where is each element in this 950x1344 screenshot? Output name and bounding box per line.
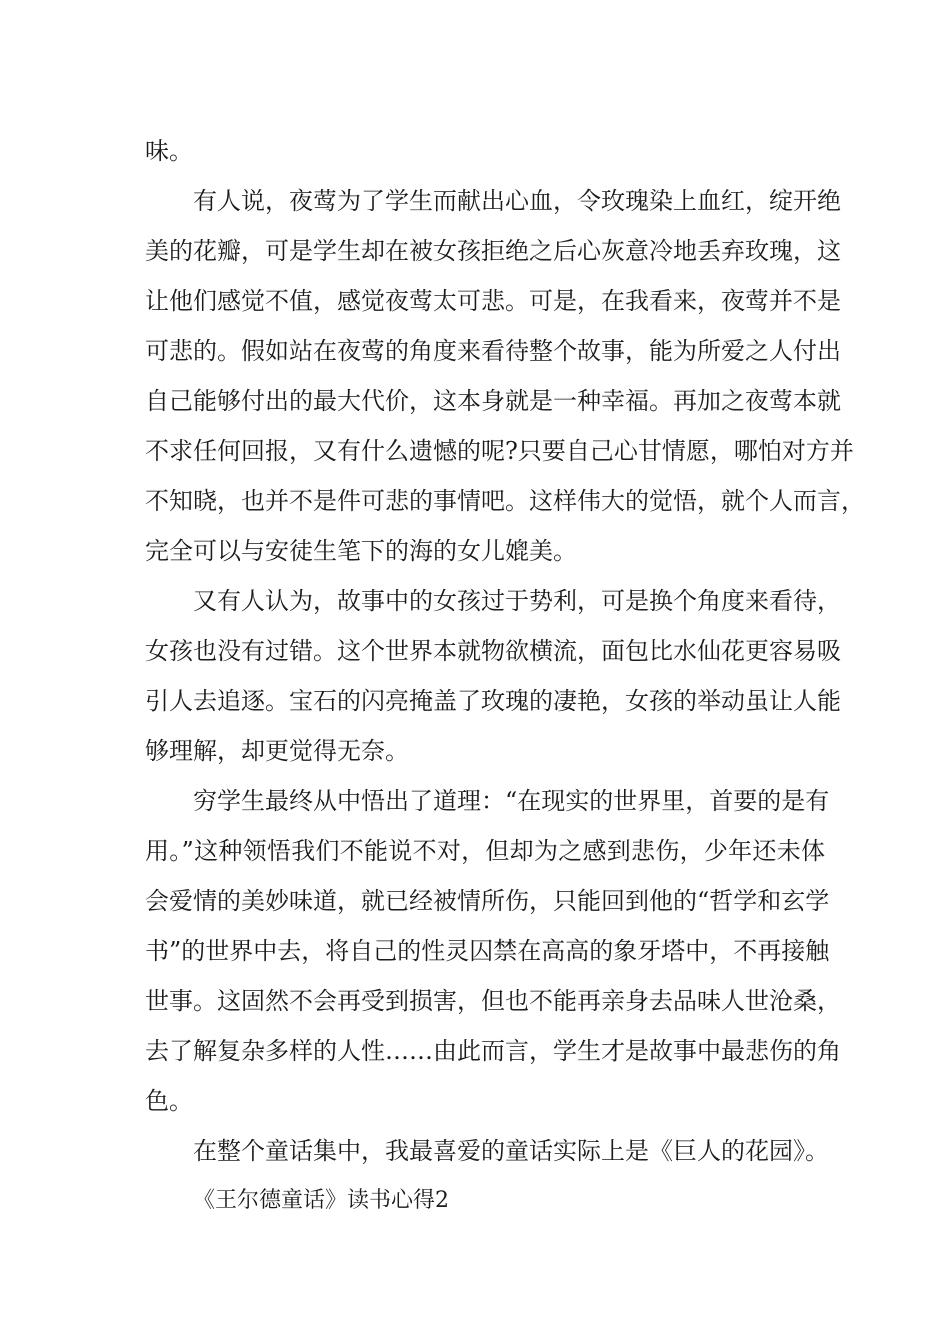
paragraph-line: 完全可以与安徒生笔下的海的女儿媲美。 bbox=[145, 537, 577, 565]
paragraph-line: 色。 bbox=[145, 1087, 193, 1115]
paragraph-line: 书”的世界中去，将自己的性灵囚禁在高高的象牙塔中，不再接触 bbox=[145, 937, 830, 965]
paragraph-line: 引人去追逐。宝石的闪亮掩盖了玫瑰的凄艳，女孩的举动虽让人能 bbox=[145, 687, 841, 715]
paragraph-line: 美的花瓣，可是学生却在被女孩拒绝之后心灰意冷地丢弃玫瑰，这 bbox=[145, 237, 841, 265]
paragraph-line: 让他们感觉不值，感觉夜莺太可悲。可是，在我看来，夜莺并不是 bbox=[145, 287, 841, 315]
paragraph-line: 自己能够付出的最大代价，这本身就是一种幸福。再加之夜莺本就 bbox=[145, 387, 841, 415]
paragraph-line: 去了解复杂多样的人性……由此而言，学生才是故事中最悲伤的角 bbox=[145, 1037, 841, 1065]
paragraph-line: 味。 bbox=[145, 137, 193, 165]
paragraph-line: 够理解，却更觉得无奈。 bbox=[145, 737, 409, 765]
paragraph-line: 不求任何回报，又有什么遗憾的呢?只要自己心甘情愿，哪怕对方并 bbox=[145, 437, 854, 465]
paragraph-line: 用。”这种领悟我们不能说不对，但却为之感到悲伤，少年还未体 bbox=[145, 837, 825, 865]
paragraph-line: 可悲的。假如站在夜莺的角度来看待整个故事，能为所爱之人付出 bbox=[145, 337, 841, 365]
paragraph-line: 有人说，夜莺为了学生而献出心血，令玫瑰染上血红，绽开绝 bbox=[193, 187, 841, 215]
paragraph-line: 女孩也没有过错。这个世界本就物欲横流，面包比水仙花更容易吸 bbox=[145, 637, 841, 665]
paragraph-line: 不知晓，也并不是件可悲的事情吧。这样伟大的觉悟，就个人而言， bbox=[145, 487, 865, 515]
paragraph-line: 会爱情的美妙味道，就已经被情所伤，只能回到他的“哲学和玄学 bbox=[145, 887, 830, 915]
paragraph-line: 穷学生最终从中悟出了道理：“在现实的世界里，首要的是有 bbox=[193, 787, 830, 815]
paragraph-line: 在整个童话集中，我最喜爱的童话实际上是《巨人的花园》。 bbox=[193, 1137, 829, 1165]
paragraph-line: 又有人认为，故事中的女孩过于势利，可是换个角度来看待， bbox=[193, 587, 841, 615]
section-heading: 《王尔德童话》读书心得2 bbox=[193, 1188, 449, 1213]
paragraph-line: 世事。这固然不会再受到损害，但也不能再亲身去品味人世沧桑， bbox=[145, 987, 841, 1015]
